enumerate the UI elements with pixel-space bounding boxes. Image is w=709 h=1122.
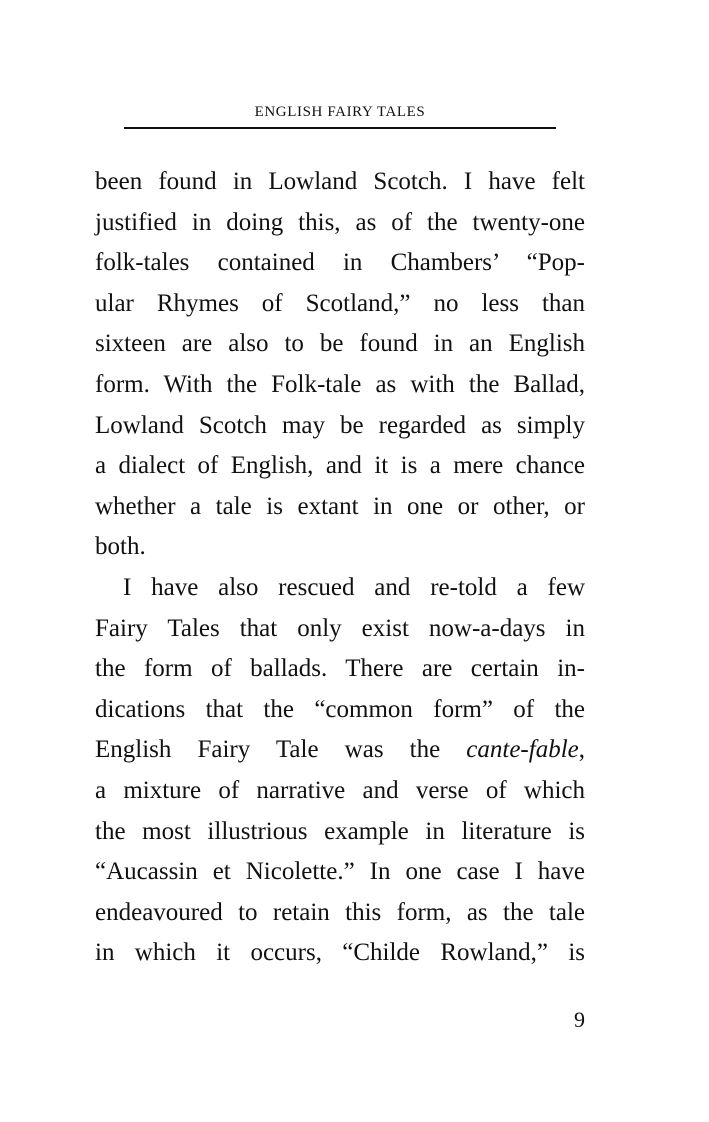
- text-segment: English Fairy Tale was the: [95, 736, 467, 764]
- text-line: dications that the “common form” of the: [95, 695, 585, 723]
- text-line: justified in doing this, as of the twenty-one: [95, 208, 585, 236]
- italic-term: cante-fable: [466, 736, 579, 764]
- text-segment: ,: [578, 736, 585, 764]
- text-line: ular Rhymes of Scotland,” no less than: [95, 289, 585, 317]
- page-number: 9: [574, 1007, 585, 1032]
- running-head: ENGLISH FAIRY TALES: [254, 104, 426, 120]
- text-line: endeavoured to retain this form, as the tale: [95, 898, 585, 926]
- paragraph-1: [95, 162, 585, 568]
- text-line: Lowland Scotch may be regarded as simply: [95, 411, 585, 439]
- text-line: whether a tale is extant in one or other, or: [95, 492, 585, 520]
- body-text: [95, 162, 585, 974]
- text-line: I have also rescued and re-told a few: [123, 573, 585, 601]
- text-line: Fairy Tales that only exist now-a-days in: [95, 614, 585, 642]
- text-line: a dialect of English, and it is a mere chance: [95, 452, 585, 480]
- text-line: “Aucassin et Nicolette.” In one case I have: [95, 858, 585, 886]
- text-line: in which it occurs, “Childe Rowland,” is: [95, 939, 585, 967]
- paragraph-2: [95, 568, 585, 974]
- text-line: folk-tales contained in Chambers’ “Pop-: [95, 249, 585, 277]
- text-line: the most illustrious example in literature is: [95, 817, 585, 845]
- text-line: been found in Lowland Scotch. I have felt: [95, 168, 585, 195]
- text-line: sixteen are also to be found in an English: [95, 330, 585, 358]
- text-line: both.: [95, 533, 146, 561]
- text-line: the form of ballads. There are certain in-: [95, 655, 585, 683]
- text-line: a mixture of narrative and verse of which: [95, 776, 585, 804]
- header-rule: [124, 127, 556, 129]
- text-line: form. With the Folk-tale as with the Ballad,: [95, 370, 585, 398]
- text-line-with-italic: [95, 730, 585, 771]
